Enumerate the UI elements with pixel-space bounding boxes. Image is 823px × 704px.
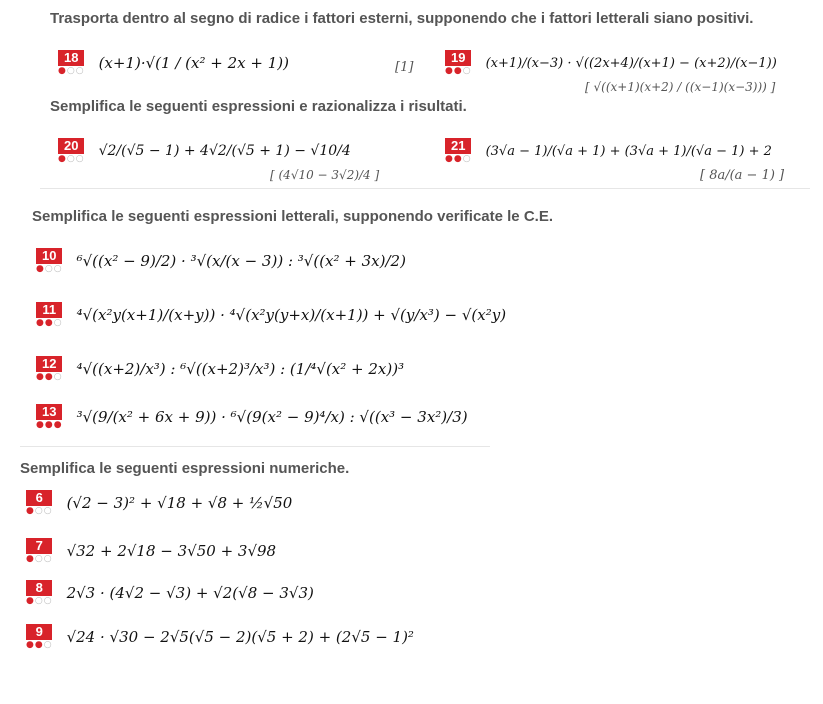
exercise-expression: ⁴√(x²y(x+1)/(x+y)) · ⁴√(x²y(y+x)/(x+1)) + √(y/x³) − √(x²y) <box>76 306 507 324</box>
exercise-answer: [ √((x+1)(x+2) / ((x−1)(x−3))) ] <box>585 80 776 94</box>
exercise-7 <box>26 538 276 564</box>
exercise-badge <box>445 50 472 76</box>
section-heading-transport-factors: Trasporta dentro al segno di radice i fattori esterni, supponendo che i fattori letterali siano positivi. <box>50 10 754 27</box>
exercise-number: 9 <box>26 624 52 640</box>
exercise-19 <box>445 50 777 76</box>
exercise-number: 6 <box>26 490 52 506</box>
exercise-badge <box>26 580 53 606</box>
exercise-number: 21 <box>445 138 471 154</box>
exercise-number: 11 <box>36 302 62 318</box>
exercise-expression: ³√(9/(x² + 6x + 9)) · ⁶√(9(x² − 9)⁴/x) : √((x³ − 3x²)/3) <box>76 408 468 426</box>
difficulty-dots: ●●● <box>36 420 63 430</box>
difficulty-dots: ●○○ <box>26 554 53 564</box>
difficulty-dots: ●●○ <box>26 640 53 650</box>
exercise-expression: √24 · √30 − 2√5(√5 − 2)(√5 + 2) + (2√5 − 1)² <box>66 628 414 646</box>
exercise-number: 12 <box>36 356 62 372</box>
section-heading-literal-expressions: Semplifica le seguenti espressioni letterali, supponendo verificate le C.E. <box>32 208 553 225</box>
exercise-badge <box>36 356 63 382</box>
exercise-expression: ⁶√((x² − 9)/2) · ³√(x/(x − 3)) : ³√((x² + 3x)/2) <box>76 252 406 270</box>
exercise-badge <box>36 404 63 430</box>
exercise-expression: (3√a − 1)/(√a + 1) + (3√a + 1)/(√a − 1) + 2 <box>485 143 772 159</box>
exercise-6 <box>26 490 292 516</box>
difficulty-dots: ●○○ <box>58 66 85 76</box>
exercise-11 <box>36 302 506 328</box>
exercise-20 <box>58 138 351 164</box>
divider <box>20 446 490 447</box>
difficulty-dots: ●○○ <box>26 506 53 516</box>
difficulty-dots: ●●○ <box>445 66 472 76</box>
exercise-expression: 2√3 · (4√2 − √3) + √2(√8 − 3√3) <box>66 584 314 602</box>
exercise-18 <box>58 50 289 76</box>
difficulty-dots: ●●○ <box>36 318 63 328</box>
exercise-21 <box>445 138 772 164</box>
exercise-10 <box>36 248 406 274</box>
exercise-number: 19 <box>445 50 471 66</box>
exercise-number: 13 <box>36 404 62 420</box>
exercise-8 <box>26 580 314 606</box>
exercise-expression: (√2 − 3)² + √18 + √8 + ½√50 <box>66 494 293 512</box>
exercise-expression: √32 + 2√18 − 3√50 + 3√98 <box>66 542 277 560</box>
exercise-answer: [1] <box>395 60 414 75</box>
exercise-badge <box>445 138 472 164</box>
exercise-12 <box>36 356 404 382</box>
exercise-number: 10 <box>36 248 62 264</box>
difficulty-dots: ●○○ <box>58 154 85 164</box>
exercise-expression: √2/(√5 − 1) + 4√2/(√5 + 1) − √10/4 <box>98 143 351 159</box>
exercise-number: 20 <box>58 138 84 154</box>
exercise-answer: [ 8a/(a − 1) ] <box>700 168 785 183</box>
exercise-badge <box>36 302 63 328</box>
exercise-number: 18 <box>58 50 84 66</box>
exercise-expression: (x+1)/(x−3) · √((2x+4)/(x+1) − (x+2)/(x−1)) <box>485 55 777 71</box>
exercise-expression: ⁴√((x+2)/x³) : ⁶√((x+2)³/x³) : (1/⁴√(x² + 2x))³ <box>76 360 405 378</box>
exercise-number: 8 <box>26 580 52 596</box>
exercise-expression: (x+1)·√(1 / (x² + 2x + 1)) <box>98 54 289 72</box>
section-heading-simplify-rationalize: Semplifica le seguenti espressioni e razionalizza i risultati. <box>50 98 467 115</box>
difficulty-dots: ●●○ <box>36 372 63 382</box>
difficulty-dots: ●○○ <box>36 264 63 274</box>
exercise-badge <box>26 538 53 564</box>
exercise-9 <box>26 624 414 650</box>
exercise-answer: [ (4√10 − 3√2)/4 ] <box>270 168 380 182</box>
exercise-badge <box>58 50 85 76</box>
exercise-number: 7 <box>26 538 52 554</box>
difficulty-dots: ●●○ <box>445 154 472 164</box>
section-heading-numeric-expressions: Semplifica le seguenti espressioni numeriche. <box>20 460 350 477</box>
exercise-badge <box>36 248 63 274</box>
exercise-badge <box>58 138 85 164</box>
difficulty-dots: ●○○ <box>26 596 53 606</box>
exercise-13 <box>36 404 468 430</box>
exercise-badge <box>26 490 53 516</box>
exercise-badge <box>26 624 53 650</box>
divider <box>40 188 810 189</box>
